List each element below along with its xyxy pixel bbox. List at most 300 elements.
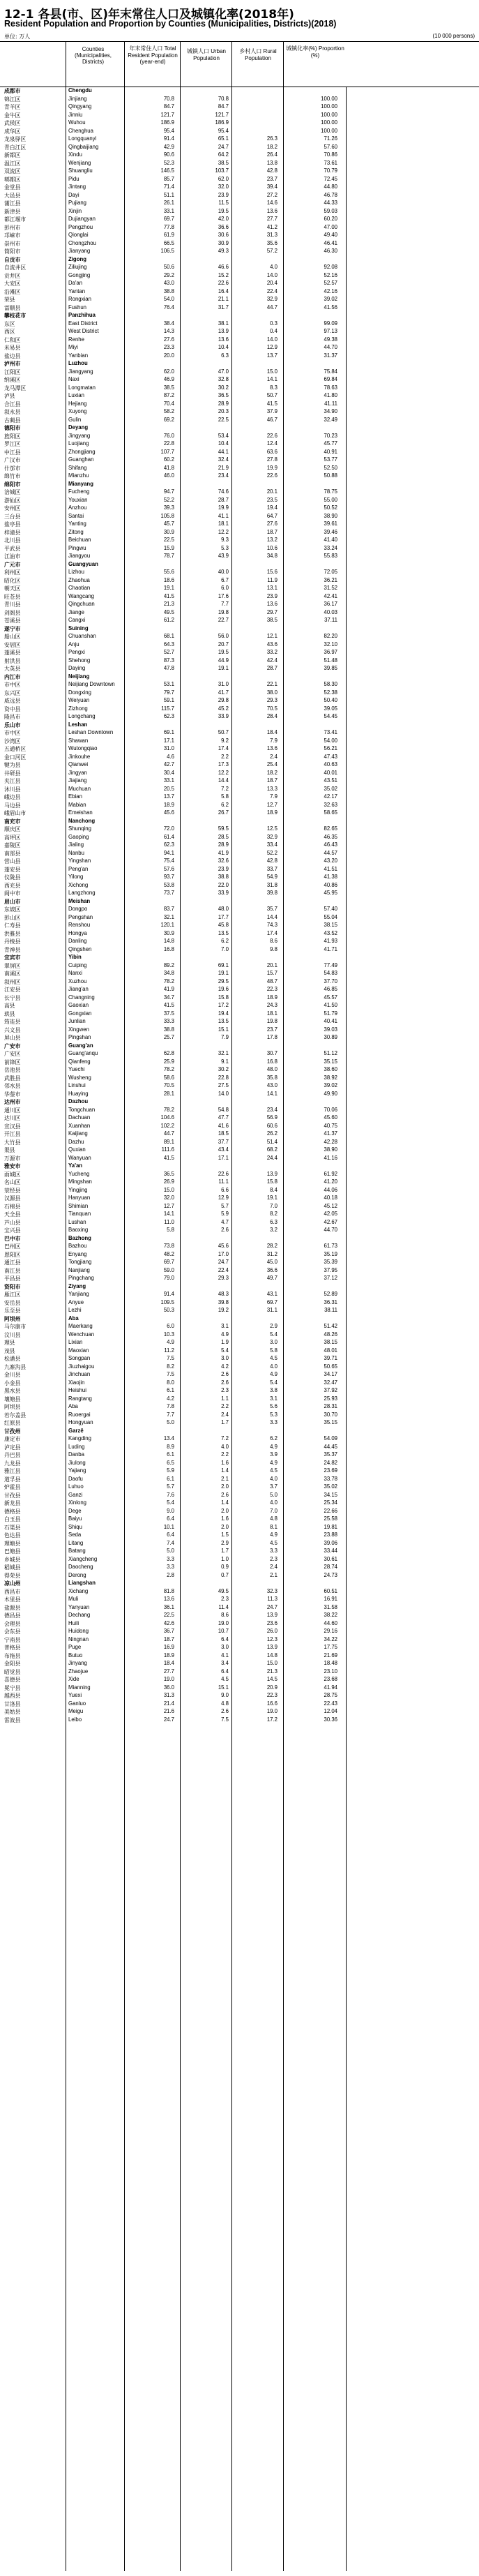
urban-population: 30.2 [218,384,229,391]
table-row [0,1692,479,1700]
table-row [0,850,479,858]
county-name-cn: 武胜县 [4,1074,21,1081]
rural-population: 41.2 [266,223,277,230]
urbanization-rate: 22.66 [324,1507,337,1514]
urban-population: 3.0 [221,1644,229,1650]
county-name-en: Emeishan [68,809,93,816]
urban-population: 6.7 [221,576,229,583]
total-population: 24.7 [163,1716,174,1723]
rural-population: 42.8 [266,858,277,864]
county-name-cn: 丹棱县 [4,938,21,945]
rural-population: 14.0 [266,336,277,343]
total-population: 25.7 [163,1034,174,1040]
total-population: 107.7 [160,448,174,455]
county-name-en: Chongzhou [68,239,96,246]
table-row [0,216,479,224]
county-name-cn: 昭觉县 [4,1668,21,1675]
rural-population: 19.4 [266,504,277,511]
rural-population: 4.0 [270,1363,277,1370]
rural-population: 14.1 [266,1090,277,1097]
rural-population: 22.6 [266,432,277,439]
rural-population: 2.4 [270,753,277,760]
county-name-en: Pujiang [68,200,87,206]
county-name-cn: 筠连县 [4,1019,21,1025]
total-population: 42.9 [163,143,174,150]
table-row [0,1363,479,1372]
urbanization-rate: 70.86 [324,151,337,158]
county-name-cn: 阿坝县 [4,1404,21,1410]
county-name-en: Shunqing [68,825,91,832]
county-name-cn: 石渠县 [4,1524,21,1531]
rural-population: 3.3 [270,1419,277,1425]
urban-population: 5.4 [221,1347,229,1354]
urbanization-rate: 38.11 [324,1307,337,1313]
county-name-en: Chuanshan [68,633,96,639]
urbanization-rate: 52.16 [324,271,337,278]
table-row [0,232,479,240]
rural-population: 22.4 [266,287,277,294]
table-row [0,641,479,650]
county-name-cn: 仁寿县 [4,922,21,929]
total-population: 16.8 [163,945,174,952]
county-name-cn: 大邑县 [4,192,21,199]
rural-population: 16.8 [266,1058,277,1065]
rural-population: 13.9 [266,1170,277,1177]
urbanization-rate: 37.92 [324,1387,337,1393]
county-name-en: Lizhou [68,569,84,575]
total-population: 26.9 [163,1178,174,1185]
urbanization-rate: 44.60 [324,1619,337,1626]
urban-population: 11.5 [218,200,229,206]
urban-population: 64.2 [218,151,229,158]
table-group-row [0,954,479,962]
county-name-en: Puge [68,1644,82,1650]
county-name-cn: 金阳县 [4,1661,21,1667]
county-name-cn: 宣汉县 [4,1123,21,1130]
county-name-en: Yilong [68,874,84,880]
urban-population: 5.8 [221,793,229,800]
urbanization-rate: 43.52 [324,929,337,936]
rural-population: 31.3 [266,232,277,238]
urban-population: 41.6 [218,1122,229,1129]
urban-population: 11.1 [218,1178,229,1185]
table-row [0,513,479,521]
table-row [0,1676,479,1684]
total-population: 94.1 [163,849,174,856]
rural-population: 5.4 [270,1331,277,1338]
urban-population: 5.9 [221,1211,229,1217]
total-population: 5.0 [167,1419,174,1425]
urbanization-rate: 58.65 [324,809,337,816]
table-row [0,761,479,770]
county-name-cn: 温江区 [4,160,21,167]
urban-population: 19.1 [218,665,229,671]
urban-population: 4.5 [221,1676,229,1682]
county-name-cn: 石棉县 [4,1203,21,1210]
urbanization-rate: 51.12 [324,1050,337,1056]
urbanization-rate: 37.95 [324,1266,337,1273]
rural-population: 13.6 [266,745,277,751]
urban-population: 19.9 [218,504,229,511]
urbanization-rate: 16.91 [324,1596,337,1602]
county-name-cn: 南充市 [4,818,21,825]
urbanization-rate: 57.40 [324,906,337,912]
table-row [0,1636,479,1645]
county-name-en: Jinjiang [68,95,87,102]
urbanization-rate: 43.20 [324,858,337,864]
table-row [0,1091,479,1099]
urban-population: 53.4 [218,432,229,439]
total-population: 109.5 [160,1298,174,1305]
county-name-cn: 眉山市 [4,898,21,905]
county-name-en: Youxian [68,496,88,503]
county-name-en: Yanting [68,521,86,527]
county-name-en: Yingjing [68,1186,88,1193]
table-row [0,1572,479,1580]
county-name-en: Hejiang [68,400,87,407]
table-row [0,922,479,930]
county-name-en: Wutongqiao [68,745,98,751]
table-group-row [0,256,479,264]
table-group-row [0,1315,479,1324]
county-name-cn: 恩阳区 [4,1251,21,1258]
county-name-en: Danba [68,1451,84,1458]
county-name-en: Butuo [68,1652,83,1658]
urban-population: 6.4 [221,1635,229,1642]
county-name-en: Lixian [68,1339,83,1345]
total-population: 5.7 [167,1483,174,1490]
county-name-en: Tongchuan [68,1106,96,1113]
total-population: 33.3 [163,1018,174,1024]
table-row [0,440,479,449]
urbanization-rate: 70.23 [324,432,337,439]
urbanization-rate: 35.39 [324,1259,337,1265]
table-row [0,1556,479,1564]
urban-population: 41.1 [218,512,229,519]
county-name-cn: 兴文县 [4,1026,21,1033]
table-group-row [0,1162,479,1171]
county-name-en: Pidu [68,175,79,182]
urbanization-rate: 100.00 [321,119,337,126]
table-row [0,1339,479,1347]
rural-population: 32.9 [266,833,277,840]
county-name-cn: 叙州区 [4,978,21,985]
total-population: 42.6 [163,1619,174,1626]
total-population: 93.7 [163,874,174,880]
urbanization-rate: 34.17 [324,1371,337,1377]
rural-population: 13.3 [266,785,277,792]
table-row [0,1596,479,1604]
county-name-en: Baiyu [68,1515,82,1522]
rural-population: 42.4 [266,657,277,664]
rural-population: 14.8 [266,1652,277,1658]
rural-population: 30.7 [266,1050,277,1056]
table-row [0,1540,479,1548]
urban-population: 17.7 [218,913,229,920]
county-name-en: Jiulong [68,1459,86,1466]
urbanization-rate: 50.65 [324,1363,337,1370]
county-name-cn: 什邡市 [4,465,21,472]
county-name-en: Longmatan [68,384,96,391]
urban-population: 28.5 [218,833,229,840]
urban-population: 47.7 [218,1114,229,1121]
urbanization-rate: 75.84 [324,368,337,375]
urban-population: 36.5 [218,392,229,398]
table-row [0,609,479,617]
urban-population: 32.0 [218,184,229,190]
total-population: 30.4 [163,769,174,776]
table-row [0,994,479,1003]
urban-population: 21.1 [218,296,229,302]
rural-population: 15.7 [266,970,277,976]
total-population: 69.2 [163,416,174,423]
urban-population: 4.1 [221,1652,229,1658]
urban-population: 2.0 [221,1523,229,1530]
county-name-cn: 越西县 [4,1693,21,1699]
urbanization-rate: 50.88 [324,472,337,479]
urban-population: 65.1 [218,135,229,142]
county-name-cn: 自流井区 [4,264,26,271]
table-row [0,553,479,561]
urbanization-rate: 34.90 [324,408,337,414]
rural-population: 27.2 [266,191,277,198]
county-name-en: Liangshan [68,1580,96,1586]
table-row [0,770,479,778]
county-name-en: Changning [68,994,95,1001]
county-name-cn: 茂县 [4,1347,15,1354]
county-name-en: Huili [68,1619,79,1626]
county-name-en: Xide [68,1676,79,1682]
total-population: 59.1 [163,697,174,703]
total-population: 15.0 [163,1186,174,1193]
county-name-cn: 丹巴县 [4,1452,21,1458]
urban-population: 23.9 [218,191,229,198]
urbanization-rate: 38.60 [324,1066,337,1072]
table-row [0,1171,479,1179]
total-population: 3.3 [167,1555,174,1562]
table-row [0,1499,479,1508]
urban-population: 69.1 [218,961,229,968]
rural-population: 26.2 [266,1130,277,1137]
table-row [0,392,479,400]
county-name-en: Mabian [68,801,86,808]
urban-population: 31.7 [218,304,229,310]
table-row [0,1275,479,1283]
total-population: 18.7 [163,1635,174,1642]
table-row [0,1155,479,1163]
table-row [0,1492,479,1500]
county-name-cn: 简阳市 [4,248,21,255]
urbanization-rate: 82.65 [324,825,337,832]
urban-population: 8.6 [221,1612,229,1618]
urbanization-rate: 54.09 [324,1435,337,1441]
rural-population: 12.4 [266,440,277,447]
total-population: 41.5 [163,1002,174,1008]
urbanization-rate: 39.61 [324,521,337,527]
urbanization-rate: 72.05 [324,569,337,575]
urban-population: 12.2 [218,528,229,535]
urbanization-rate: 21.69 [324,1652,337,1658]
total-population: 27.7 [163,1668,174,1675]
total-population: 42.7 [163,761,174,767]
urban-population: 2.6 [221,1371,229,1377]
urbanization-rate: 35.37 [324,1451,337,1458]
total-population: 76.0 [163,432,174,439]
table-row [0,1435,479,1444]
urban-population: 56.0 [218,633,229,639]
urbanization-rate: 46.35 [324,833,337,840]
county-name-en: Luxian [68,392,84,398]
urbanization-rate: 78.75 [324,488,337,495]
county-name-cn: 名山区 [4,1179,21,1185]
table-row [0,1082,479,1091]
urbanization-rate: 32.10 [324,641,337,647]
total-population: 186.9 [160,119,174,126]
county-name-en: Jiange [68,608,84,615]
table-row [0,585,479,593]
urban-population: 31.0 [218,681,229,687]
county-name-en: Ruoergai [68,1411,91,1418]
urban-population: 43.9 [218,553,229,559]
county-name-en: Yuechi [68,1066,85,1072]
urbanization-rate: 70.06 [324,1106,337,1113]
county-name-cn: 绵竹市 [4,473,21,479]
county-name-en: Gaoxian [68,1002,89,1008]
total-population: 8.0 [167,1379,174,1386]
rural-population: 43.0 [266,1082,277,1088]
county-name-en: Mianyang [68,480,93,487]
urban-population: 22.6 [218,280,229,286]
county-name-cn: 新津县 [4,208,21,215]
urban-population: 19.4 [218,1010,229,1017]
urbanization-rate: 42.16 [324,287,337,294]
county-name-en: Maerkang [68,1323,93,1329]
table-row [0,272,479,280]
county-name-cn: 冕宁县 [4,1684,21,1691]
county-name-en: Cuiping [68,961,87,968]
county-name-cn: 白玉县 [4,1516,21,1522]
rural-population: 4.9 [270,1443,277,1450]
urbanization-rate: 44.57 [324,849,337,856]
rural-population: 20.1 [266,488,277,495]
county-name-cn: 广安市 [4,1042,21,1049]
county-name-cn: 北川县 [4,537,21,544]
total-population: 31.0 [163,745,174,751]
county-name-en: Xiaojin [68,1379,85,1386]
rural-population: 29.7 [266,608,277,615]
rural-population: 28.7 [266,665,277,671]
urban-population: 5.7 [221,1202,229,1209]
urbanization-rate: 41.16 [324,1154,337,1161]
urbanization-rate: 42.41 [324,592,337,599]
urbanization-rate: 99.09 [324,320,337,327]
table-row [0,1604,479,1612]
county-name-cn: 雅江县 [4,1468,21,1474]
table-row [0,320,479,329]
urban-population: 22.5 [218,416,229,423]
county-name-cn: 乐山市 [4,721,21,728]
rural-population: 20.9 [266,1684,277,1691]
county-name-en: Cangxi [68,617,86,623]
rural-population: 2.9 [270,1323,277,1329]
county-name-cn: 郫都区 [4,176,21,183]
county-name-en: Qianwei [68,761,89,767]
county-name-cn: 乐至县 [4,1308,21,1314]
urbanization-rate: 72.45 [324,175,337,182]
table-row [0,160,479,168]
urbanization-rate: 50.52 [324,504,337,511]
county-name-cn: 犍为县 [4,762,21,768]
rural-population: 4.5 [270,1467,277,1474]
urbanization-rate: 40.75 [324,1122,337,1129]
urbanization-rate: 41.94 [324,1684,337,1691]
urbanization-rate: 28.75 [324,1692,337,1698]
total-population: 146.5 [160,167,174,174]
county-name-cn: 游仙区 [4,497,21,504]
total-population: 41.5 [163,592,174,599]
county-name-en: Yanyuan [68,1603,90,1610]
county-name-cn: 宜宾市 [4,954,21,961]
urbanization-rate: 39.71 [324,1355,337,1361]
county-name-cn: 壤塘县 [4,1395,21,1402]
rural-population: 35.7 [266,906,277,912]
urban-population: 3.1 [221,1323,229,1329]
county-name-cn: 锦江区 [4,96,21,103]
rural-population: 0.3 [270,320,277,327]
total-population: 61.4 [163,833,174,840]
total-population: 13.6 [163,1596,174,1602]
total-population: 30.9 [163,528,174,535]
urban-population: 9.1 [221,1058,229,1065]
urbanization-rate: 33.44 [324,1548,337,1554]
county-name-en: Litang [68,1539,84,1546]
total-population: 36.5 [163,1170,174,1177]
urbanization-rate: 73.61 [324,159,337,166]
urban-population: 49.5 [218,1587,229,1594]
header-total-text: 年末常住人口 Total Resident Population (year-end) [128,45,178,65]
county-name-en: Suining [68,624,89,631]
county-name-en: East District [68,320,98,327]
rural-population: 2.3 [270,1555,277,1562]
county-name-en: Guanghan [68,456,94,463]
urban-population: 32.6 [218,858,229,864]
total-population: 62.0 [163,368,174,375]
county-name-en: Leshan [68,721,88,728]
county-name-en: Jialing [68,841,84,848]
county-name-en: Dongxing [68,689,91,696]
table-row [0,1066,479,1074]
county-name-cn: 井研县 [4,770,21,777]
rural-population: 35.8 [266,1074,277,1081]
rural-population: 14.6 [266,200,277,206]
total-population: 9.0 [167,1507,174,1514]
total-population: 20.5 [163,785,174,792]
rural-population: 7.0 [270,1202,277,1209]
urban-population: 2.6 [221,1379,229,1386]
rural-population: 19.1 [266,1195,277,1201]
table-row [0,890,479,898]
county-name-en: Ziliujing [68,264,87,270]
rural-population: 22.1 [266,681,277,687]
county-name-en: Daying [68,665,86,671]
urban-population: 24.7 [218,1259,229,1265]
urbanization-rate: 25.58 [324,1515,337,1522]
rural-population: 15.8 [266,1178,277,1185]
total-population: 53.8 [163,881,174,888]
rural-population: 13.6 [266,207,277,214]
urbanization-rate: 39.85 [324,665,337,671]
urban-population: 1.7 [221,1419,229,1425]
